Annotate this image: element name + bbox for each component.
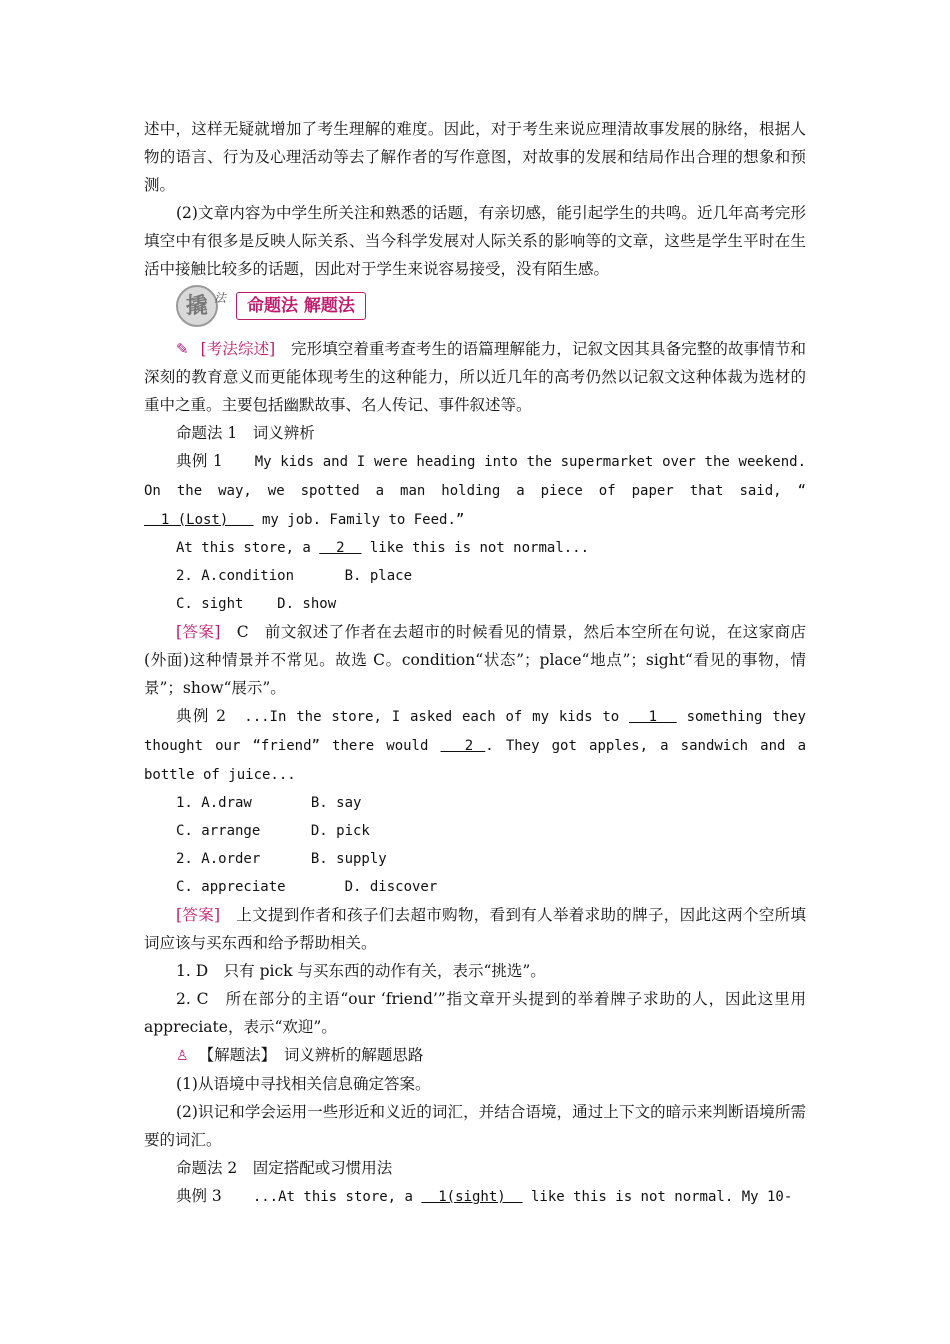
example-2-answer-2: 2. C 所在部分的主语“our ‘friend’”指文章开头提到的举着牌子求助的人，因此这里用 appreciate，表示“欢迎”。 xyxy=(144,990,806,1036)
example-3 xyxy=(144,1182,806,1211)
answer-text-2: 上文提到作者和孩子们去超市购物，看到有人举着求助的牌子，因此这两个空所填词应该与买东西和给予帮助相关。 xyxy=(144,906,806,952)
example-2-text-b: something they thought our “friend” there would xyxy=(144,709,806,754)
example-3-label: 典例 3 xyxy=(176,1187,222,1205)
banner-circle-icon: 撬 xyxy=(176,285,218,327)
example-1-text-a: My kids and I were heading into the supermarket over the weekend. On the way, we spotted a man holding a piece of paper that said, “ xyxy=(144,454,806,499)
method-2-heading: 命题法 2 固定搭配或习惯用法 xyxy=(176,1159,393,1177)
person-icon: ♙ xyxy=(176,1048,189,1064)
example-2-answer xyxy=(144,901,806,957)
example-3-text-a: ...At this store, a xyxy=(252,1189,422,1205)
example-1-line-2 xyxy=(144,534,806,562)
example-2-options-3: 2. A.order B. supply xyxy=(176,851,387,867)
page-content xyxy=(144,115,806,1211)
example-2-text-a: ...In the store, I asked each of my kids to xyxy=(244,709,630,725)
example-1-blank-1: 1 (Lost) xyxy=(144,512,254,528)
paragraph-1: 述中，这样无疑就增加了考生理解的难度。因此，对于考生来说应理清故事发展的脉络，根据人物的语言、行为及心理活动等去了解作者的写作意图，对故事的发展和结局作出合理的想象和预测。 xyxy=(144,120,806,194)
answer-tag-2: [答案] xyxy=(176,906,221,924)
answer-tag-1: [答案] xyxy=(176,623,221,641)
answer-text-1: C 前文叙述了作者在去超市的时候看见的情景，然后本空所在句说，在这家商店(外面)这种情景并不常见。故选 C。condition“状态”；place“地点”；sight“看见的事物，情景”；show“展示”。 xyxy=(144,623,806,697)
example-3-text-b: like this is not normal. My 10- xyxy=(522,1189,793,1205)
solve-heading xyxy=(144,1041,806,1070)
solve-tag: 【解题法】 xyxy=(198,1046,269,1064)
example-2-text-c: . They got apples, a sandwich and a bottle of juice... xyxy=(144,738,807,783)
example-2-options-2: C. arrange D. pick xyxy=(176,823,370,839)
solve-step-2: (2)识记和学会运用一些形近和义近的词汇，并结合语境，通过上下文的暗示来判断语境所需要的词汇。 xyxy=(144,1103,806,1149)
pen-icon: ✎ xyxy=(176,340,189,358)
banner-tab: 法 xyxy=(214,291,227,305)
example-1 xyxy=(144,447,806,534)
example-1-line-2-b: like this is not normal... xyxy=(361,540,590,556)
overview-text: 完形填空着重考查考生的语篇理解能力，记叙文因其具备完整的故事情节和深刻的教育意义而更能体现考生的这种能力，所以近几年的高考仍然以记叙文这种体裁为选材的重中之重。主要包括幽默故事、名人传记、事件叙述等。 xyxy=(144,340,806,414)
example-2-options-4: C. appreciate D. discover xyxy=(176,879,438,895)
example-2-label: 典例 2 xyxy=(176,707,226,725)
section-banner xyxy=(144,285,806,331)
paragraph-2: (2)文章内容为中学生所关注和熟悉的话题，有亲切感，能引起学生的共鸣。近几年高考完形填空中有很多是反映人际关系、当今科学发展对人际关系的影响等的文章，这些是学生平时在生活中接触比较多的话题，因此对于学生来说容易接受，没有陌生感。 xyxy=(144,204,806,278)
example-3-blank-1: 1(sight) xyxy=(421,1189,523,1205)
method-1-heading: 命题法 1 词义辨析 xyxy=(176,424,315,442)
example-1-options-2: C. sight D. show xyxy=(176,596,337,612)
solve-step-1: (1)从语境中寻找相关信息确定答案。 xyxy=(176,1075,431,1093)
example-2 xyxy=(144,702,806,789)
example-1-label: 典例 1 xyxy=(176,452,223,470)
example-2-answer-1: 1. D 只有 pick 与买东西的动作有关，表示“挑选”。 xyxy=(176,962,546,980)
overview-tag: [考法综述] xyxy=(200,340,276,358)
example-2-blank-2: 2 xyxy=(440,738,486,754)
overview-paragraph xyxy=(144,335,806,419)
solve-title: 词义辨析的解题思路 xyxy=(283,1046,424,1064)
example-1-line-2-a: At this store, a xyxy=(176,540,320,556)
example-1-options-1: 2. A.condition B. place xyxy=(176,568,413,584)
example-1-answer xyxy=(144,618,806,702)
example-2-options-1: 1. A.draw B. say xyxy=(176,795,362,811)
example-1-text-b: my job. Family to Feed.” xyxy=(253,512,465,528)
example-2-blank-1: 1 xyxy=(629,709,677,725)
banner-title: 命题法 解题法 xyxy=(236,292,366,320)
example-1-blank-2: 2 xyxy=(319,540,362,556)
